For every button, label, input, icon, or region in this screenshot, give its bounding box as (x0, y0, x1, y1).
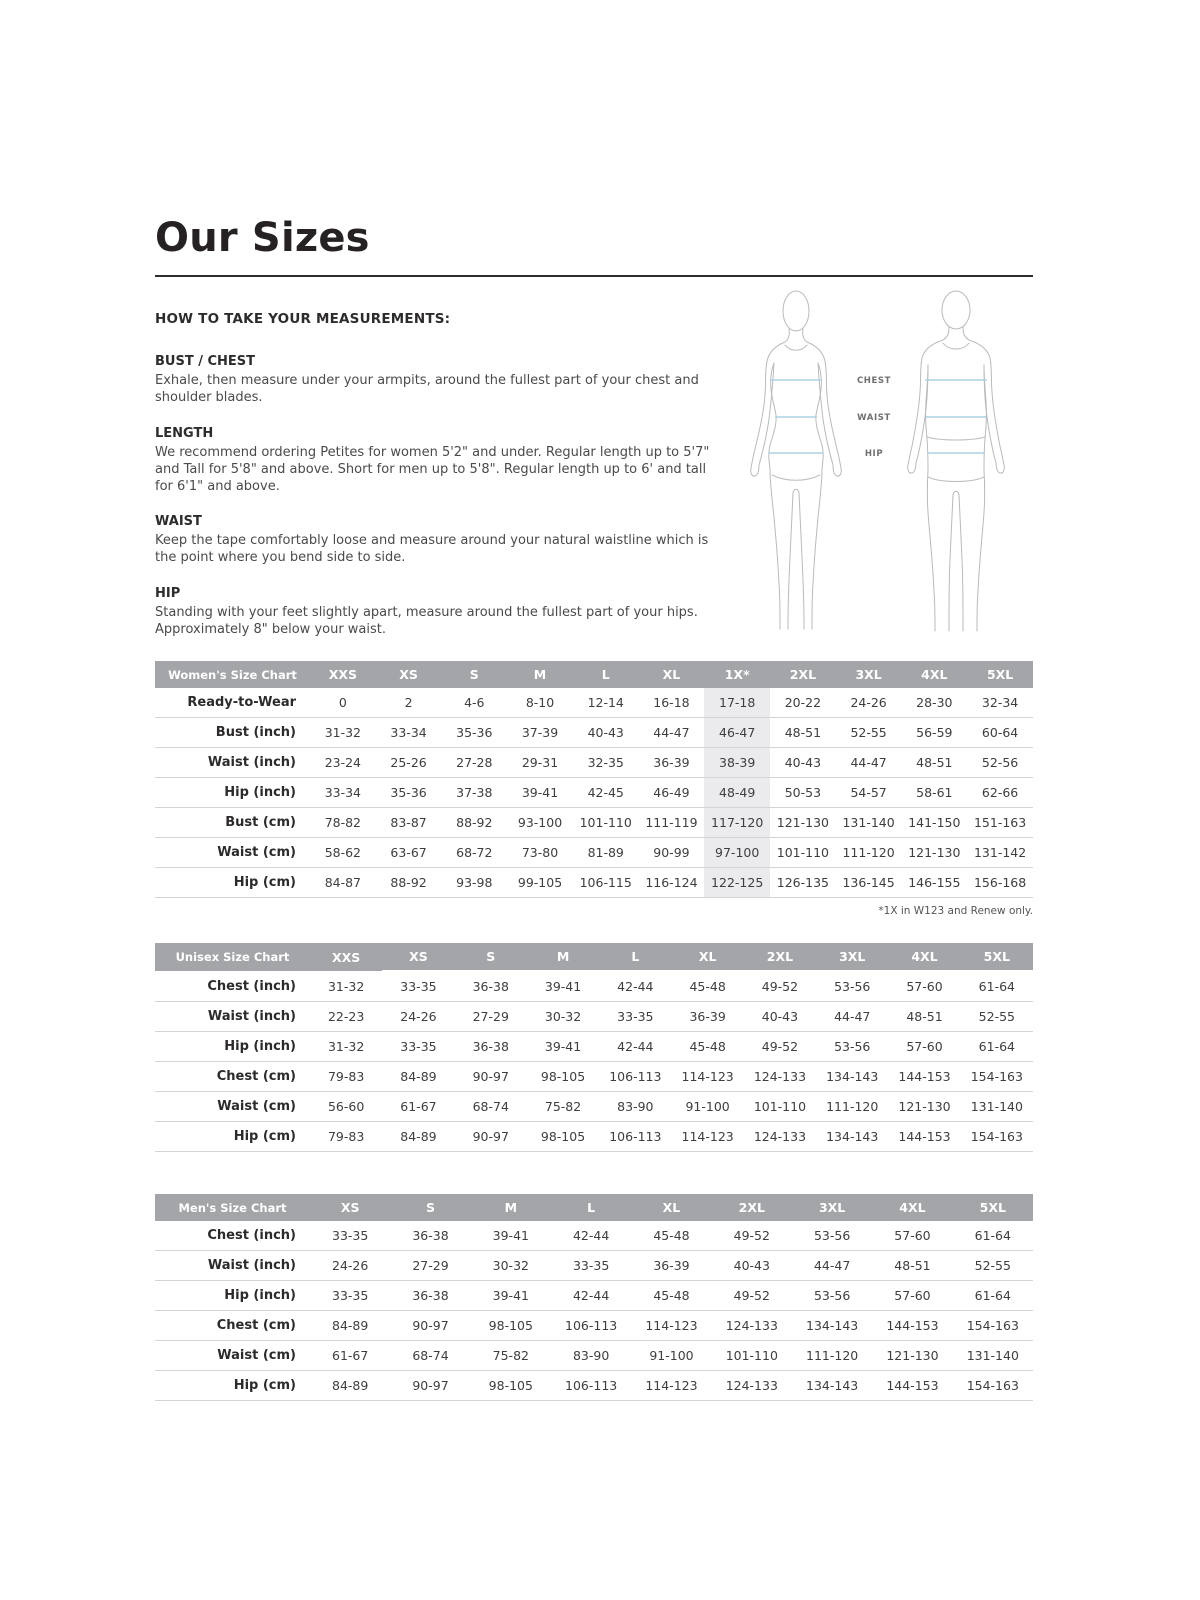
size-cell: 50-53 (770, 778, 836, 808)
row-label: Waist (cm) (155, 1092, 310, 1122)
size-cell: 91-100 (671, 1092, 743, 1122)
size-cell: 111-120 (836, 838, 902, 868)
size-cell: 39-41 (471, 1281, 551, 1311)
size-cell: 12-14 (573, 688, 639, 718)
size-cell: 134-143 (792, 1371, 872, 1401)
size-cell: 84-89 (382, 1062, 454, 1092)
size-cell: 27-28 (441, 748, 507, 778)
size-cell: 53-56 (816, 971, 888, 1002)
size-cell: 111-120 (816, 1092, 888, 1122)
size-column-header: S (455, 943, 527, 971)
size-cell: 49-52 (744, 971, 816, 1002)
size-cell: 134-143 (792, 1311, 872, 1341)
size-cell: 131-140 (953, 1341, 1033, 1371)
size-cell: 33-35 (551, 1251, 631, 1281)
size-cell: 42-44 (551, 1221, 631, 1251)
size-cell: 99-105 (507, 868, 573, 898)
size-cell: 146-155 (901, 868, 967, 898)
size-cell: 122-125 (704, 868, 770, 898)
table-title: Men's Size Chart (155, 1194, 310, 1221)
size-cell: 30-32 (527, 1002, 599, 1032)
size-cell: 36-39 (671, 1002, 743, 1032)
size-cell: 63-67 (376, 838, 442, 868)
table-title: Unisex Size Chart (155, 943, 310, 971)
size-cell: 114-123 (671, 1122, 743, 1152)
table-row (155, 838, 1033, 868)
size-cell: 36-39 (639, 748, 705, 778)
size-cell: 134-143 (816, 1062, 888, 1092)
body-figures-illustration (741, 285, 1033, 633)
size-cell: 156-168 (967, 868, 1033, 898)
size-cell: 60-64 (967, 718, 1033, 748)
size-cell: 97-100 (704, 838, 770, 868)
size-cell: 124-133 (712, 1371, 792, 1401)
size-column-header: 5XL (953, 1194, 1033, 1221)
size-column-header: M (507, 661, 573, 688)
size-column-header: XS (376, 661, 442, 688)
womens-size-chart-section (155, 661, 1033, 917)
size-cell: 17-18 (704, 688, 770, 718)
waist-label: WAIST (857, 413, 891, 423)
table-row (155, 718, 1033, 748)
size-cell: 126-135 (770, 868, 836, 898)
size-cell: 54-57 (836, 778, 902, 808)
table-row (155, 1371, 1033, 1401)
size-cell: 44-47 (836, 748, 902, 778)
row-label: Hip (cm) (155, 1122, 310, 1152)
size-cell: 83-90 (551, 1341, 631, 1371)
measure-section-text: Keep the tape comfortably loose and measure around your natural waistline which is the point where you bend side to side. (155, 533, 709, 566)
size-cell: 131-140 (836, 808, 902, 838)
measure-section-title: WAIST (155, 514, 202, 530)
male-figure-illustration (908, 291, 1005, 631)
size-cell: 84-87 (310, 868, 376, 898)
size-cell: 32-34 (967, 688, 1033, 718)
size-cell: 61-67 (310, 1341, 390, 1371)
table-row (155, 1122, 1033, 1152)
size-cell: 48-51 (901, 748, 967, 778)
size-cell: 44-47 (639, 718, 705, 748)
measurement-figures (741, 285, 1033, 639)
row-label: Ready-to-Wear (155, 688, 310, 718)
size-cell: 62-66 (967, 778, 1033, 808)
size-cell: 57-60 (888, 971, 960, 1002)
size-cell: 58-62 (310, 838, 376, 868)
row-label: Waist (cm) (155, 838, 310, 868)
size-cell: 42-45 (573, 778, 639, 808)
size-cell: 52-55 (953, 1251, 1033, 1281)
womens-chart-footnote: *1X in W123 and Renew only. (878, 905, 1033, 918)
size-cell: 36-38 (455, 1032, 527, 1062)
mens-size-chart-table (155, 1194, 1033, 1401)
size-cell: 33-34 (376, 718, 442, 748)
size-cell: 75-82 (527, 1092, 599, 1122)
size-cell: 45-48 (631, 1221, 711, 1251)
size-cell: 57-60 (888, 1032, 960, 1062)
size-cell: 101-110 (770, 838, 836, 868)
size-column-header: XXS (310, 943, 382, 971)
row-label: Hip (inch) (155, 1281, 310, 1311)
size-cell: 111-119 (639, 808, 705, 838)
size-cell: 90-99 (639, 838, 705, 868)
size-cell: 38-39 (704, 748, 770, 778)
size-cell: 101-110 (744, 1092, 816, 1122)
size-column-header: S (441, 661, 507, 688)
size-cell: 154-163 (953, 1371, 1033, 1401)
table-row (155, 1221, 1033, 1251)
measure-section-length (155, 426, 727, 496)
size-cell: 25-26 (376, 748, 442, 778)
size-cell: 90-97 (390, 1371, 470, 1401)
size-cell: 31-32 (310, 1032, 382, 1062)
size-cell: 121-130 (872, 1341, 952, 1371)
size-cell: 36-38 (390, 1281, 470, 1311)
size-cell: 48-51 (888, 1002, 960, 1032)
size-cell: 144-153 (888, 1062, 960, 1092)
size-cell: 68-72 (441, 838, 507, 868)
size-cell: 81-89 (573, 838, 639, 868)
size-cell: 106-113 (599, 1122, 671, 1152)
size-cell: 144-153 (872, 1371, 952, 1401)
size-cell: 79-83 (310, 1122, 382, 1152)
row-label: Chest (inch) (155, 971, 310, 1002)
size-column-header: 2XL (770, 661, 836, 688)
size-column-header: XL (631, 1194, 711, 1221)
size-cell: 45-48 (671, 1032, 743, 1062)
size-cell: 93-98 (441, 868, 507, 898)
row-label: Chest (cm) (155, 1311, 310, 1341)
size-column-header: XS (310, 1194, 390, 1221)
size-cell: 88-92 (376, 868, 442, 898)
size-column-header: L (551, 1194, 631, 1221)
size-cell: 30-32 (471, 1251, 551, 1281)
size-cell: 44-47 (792, 1251, 872, 1281)
size-cell: 45-48 (631, 1281, 711, 1311)
size-column-header: M (527, 943, 599, 971)
hip-label: HIP (864, 449, 884, 459)
measure-section-bust-chest (155, 354, 727, 407)
table-row (155, 971, 1033, 1002)
size-cell: 4-6 (441, 688, 507, 718)
size-column-header: 4XL (872, 1194, 952, 1221)
size-cell: 141-150 (901, 808, 967, 838)
size-cell: 35-36 (441, 718, 507, 748)
size-cell: 39-41 (527, 1032, 599, 1062)
size-cell: 53-56 (792, 1281, 872, 1311)
size-cell: 49-52 (712, 1221, 792, 1251)
size-column-header: 3XL (792, 1194, 872, 1221)
size-column-header: 3XL (836, 661, 902, 688)
size-cell: 68-74 (390, 1341, 470, 1371)
size-column-header: XL (671, 943, 743, 971)
row-label: Bust (inch) (155, 718, 310, 748)
measure-section-text: Standing with your feet slightly apart, measure around the fullest part of your hips. Approximately 8" below your waist. (155, 605, 698, 638)
table-row (155, 1311, 1033, 1341)
size-cell: 131-142 (967, 838, 1033, 868)
size-cell: 101-110 (712, 1341, 792, 1371)
size-cell: 33-35 (310, 1221, 390, 1251)
row-label: Hip (cm) (155, 1371, 310, 1401)
size-cell: 93-100 (507, 808, 573, 838)
size-cell: 33-34 (310, 778, 376, 808)
size-cell: 88-92 (441, 808, 507, 838)
measure-section-title: LENGTH (155, 425, 214, 441)
table-row (155, 808, 1033, 838)
measurement-instructions (155, 311, 727, 639)
size-cell: 2 (376, 688, 442, 718)
size-cell: 24-26 (310, 1251, 390, 1281)
row-label: Waist (cm) (155, 1341, 310, 1371)
size-cell: 40-43 (712, 1251, 792, 1281)
size-cell: 52-55 (961, 1002, 1033, 1032)
size-cell: 106-113 (551, 1371, 631, 1401)
size-cell: 61-64 (953, 1221, 1033, 1251)
table-row (155, 1002, 1033, 1032)
size-cell: 98-105 (527, 1062, 599, 1092)
size-cell: 114-123 (631, 1371, 711, 1401)
measure-section-title: BUST / CHEST (155, 354, 256, 369)
size-cell: 52-56 (967, 748, 1033, 778)
size-cell: 46-49 (639, 778, 705, 808)
size-cell: 124-133 (712, 1311, 792, 1341)
size-cell: 98-105 (471, 1371, 551, 1401)
size-column-header: XS (382, 943, 454, 971)
table-row (155, 1062, 1033, 1092)
size-cell: 111-120 (792, 1341, 872, 1371)
size-cell: 144-153 (888, 1122, 960, 1152)
size-cell: 37-38 (441, 778, 507, 808)
size-cell: 106-113 (551, 1311, 631, 1341)
size-cell: 35-36 (376, 778, 442, 808)
unisex-size-chart-section (155, 943, 1033, 1152)
size-cell: 121-130 (770, 808, 836, 838)
size-column-header: L (573, 661, 639, 688)
size-cell: 124-133 (744, 1122, 816, 1152)
page-content (155, 215, 1033, 1401)
womens-size-chart-table (155, 661, 1033, 898)
size-cell: 154-163 (961, 1062, 1033, 1092)
size-cell: 90-97 (390, 1311, 470, 1341)
size-cell: 116-124 (639, 868, 705, 898)
size-column-header: 4XL (901, 661, 967, 688)
size-cell: 33-35 (382, 971, 454, 1002)
table-header-row (155, 943, 1033, 971)
size-cell: 36-38 (390, 1221, 470, 1251)
size-cell: 42-44 (599, 971, 671, 1002)
size-cell: 78-82 (310, 808, 376, 838)
measure-section-text: We recommend ordering Petites for women 5'2" and under. Regular length up to 5'7" and Tall for 5'8" and above. Short for men up to 5'8". Regular length up to 6' and tall for 6'1" and above. (155, 444, 710, 494)
size-cell: 79-83 (310, 1062, 382, 1092)
size-cell: 49-52 (712, 1281, 792, 1311)
size-column-header: 3XL (816, 943, 888, 971)
table-row (155, 1281, 1033, 1311)
size-cell: 40-43 (770, 748, 836, 778)
mens-size-chart-section (155, 1194, 1033, 1401)
size-column-header: XXS (310, 661, 376, 688)
size-column-header: 2XL (712, 1194, 792, 1221)
measure-section-title: HIP (155, 586, 181, 602)
size-cell: 134-143 (816, 1122, 888, 1152)
size-cell: 48-51 (872, 1251, 952, 1281)
size-cell: 42-44 (599, 1032, 671, 1062)
size-cell: 121-130 (901, 838, 967, 868)
table-row (155, 1032, 1033, 1062)
size-cell: 52-55 (836, 718, 902, 748)
table-title: Women's Size Chart (155, 661, 310, 688)
size-cell: 39-41 (527, 971, 599, 1002)
size-cell: 58-61 (901, 778, 967, 808)
size-cell: 121-130 (888, 1092, 960, 1122)
unisex-size-chart-table (155, 943, 1033, 1152)
size-cell: 84-89 (382, 1122, 454, 1152)
size-cell: 42-44 (551, 1281, 631, 1311)
size-cell: 90-97 (455, 1122, 527, 1152)
size-cell: 40-43 (573, 718, 639, 748)
size-cell: 136-145 (836, 868, 902, 898)
size-cell: 31-32 (310, 718, 376, 748)
table-row (155, 1341, 1033, 1371)
size-cell: 144-153 (872, 1311, 952, 1341)
size-column-header: 1X* (704, 661, 770, 688)
size-cell: 23-24 (310, 748, 376, 778)
size-cell: 68-74 (455, 1092, 527, 1122)
table-header-row (155, 661, 1033, 688)
size-cell: 46-47 (704, 718, 770, 748)
size-cell: 83-87 (376, 808, 442, 838)
size-cell: 24-26 (382, 1002, 454, 1032)
table-row (155, 688, 1033, 718)
row-label: Bust (cm) (155, 808, 310, 838)
table-row (155, 1092, 1033, 1122)
size-cell: 73-80 (507, 838, 573, 868)
table-row (155, 748, 1033, 778)
size-cell: 53-56 (816, 1032, 888, 1062)
size-cell: 49-52 (744, 1032, 816, 1062)
size-cell: 36-38 (455, 971, 527, 1002)
row-label: Hip (inch) (155, 778, 310, 808)
size-cell: 33-35 (310, 1281, 390, 1311)
size-cell: 48-49 (704, 778, 770, 808)
size-cell: 154-163 (961, 1122, 1033, 1152)
row-label: Chest (cm) (155, 1062, 310, 1092)
size-cell: 29-31 (507, 748, 573, 778)
size-column-header: L (599, 943, 671, 971)
size-column-header: M (471, 1194, 551, 1221)
size-cell: 61-64 (953, 1281, 1033, 1311)
size-cell: 114-123 (631, 1311, 711, 1341)
measurements-heading: HOW TO TAKE YOUR MEASUREMENTS: (155, 311, 451, 327)
size-cell: 98-105 (471, 1311, 551, 1341)
size-cell: 48-51 (770, 718, 836, 748)
female-figure-illustration (751, 291, 842, 629)
size-cell: 101-110 (573, 808, 639, 838)
size-cell: 84-89 (310, 1311, 390, 1341)
size-cell: 45-48 (671, 971, 743, 1002)
size-cell: 124-133 (744, 1062, 816, 1092)
size-column-header: 5XL (967, 661, 1033, 688)
size-cell: 33-35 (599, 1002, 671, 1032)
size-cell: 8-10 (507, 688, 573, 718)
size-cell: 27-29 (390, 1251, 470, 1281)
size-cell: 27-29 (455, 1002, 527, 1032)
size-cell: 154-163 (953, 1311, 1033, 1341)
size-cell: 61-64 (961, 1032, 1033, 1062)
chest-label: CHEST (856, 376, 892, 386)
size-cell: 33-35 (382, 1032, 454, 1062)
size-cell: 98-105 (527, 1122, 599, 1152)
table-row (155, 1251, 1033, 1281)
size-cell: 90-97 (455, 1062, 527, 1092)
size-cell: 31-32 (310, 971, 382, 1002)
size-cell: 61-64 (961, 971, 1033, 1002)
measure-section-text: Exhale, then measure under your armpits, around the fullest part of your chest and shoulder blades. (155, 373, 699, 405)
table-header-row (155, 1194, 1033, 1221)
size-cell: 117-120 (704, 808, 770, 838)
size-cell: 20-22 (770, 688, 836, 718)
size-cell: 28-30 (901, 688, 967, 718)
size-cell: 57-60 (872, 1221, 952, 1251)
measure-section-waist (155, 514, 727, 567)
measure-section-hip (155, 586, 727, 639)
size-cell: 83-90 (599, 1092, 671, 1122)
row-label: Hip (cm) (155, 868, 310, 898)
size-cell: 39-41 (471, 1221, 551, 1251)
size-column-header: XL (639, 661, 705, 688)
size-cell: 0 (310, 688, 376, 718)
row-label: Chest (inch) (155, 1221, 310, 1251)
size-cell: 114-123 (671, 1062, 743, 1092)
size-cell: 57-60 (872, 1281, 952, 1311)
row-label: Waist (inch) (155, 1251, 310, 1281)
size-column-header: 4XL (888, 943, 960, 971)
size-cell: 40-43 (744, 1002, 816, 1032)
size-cell: 16-18 (639, 688, 705, 718)
size-cell: 131-140 (961, 1092, 1033, 1122)
size-column-header: 5XL (961, 943, 1033, 971)
size-cell: 84-89 (310, 1371, 390, 1401)
size-cell: 32-35 (573, 748, 639, 778)
size-cell: 36-39 (631, 1251, 711, 1281)
size-cell: 22-23 (310, 1002, 382, 1032)
size-cell: 24-26 (836, 688, 902, 718)
size-cell: 44-47 (816, 1002, 888, 1032)
size-column-header: S (390, 1194, 470, 1221)
row-label: Waist (inch) (155, 1002, 310, 1032)
size-cell: 106-115 (573, 868, 639, 898)
intro-row (155, 311, 1033, 639)
title-divider (155, 275, 1033, 277)
size-cell: 75-82 (471, 1341, 551, 1371)
row-label: Hip (inch) (155, 1032, 310, 1062)
size-cell: 37-39 (507, 718, 573, 748)
size-cell: 61-67 (382, 1092, 454, 1122)
size-cell: 56-59 (901, 718, 967, 748)
size-cell: 56-60 (310, 1092, 382, 1122)
size-cell: 106-113 (599, 1062, 671, 1092)
size-column-header: 2XL (744, 943, 816, 971)
table-row (155, 778, 1033, 808)
table-row (155, 868, 1033, 898)
size-cell: 91-100 (631, 1341, 711, 1371)
size-cell: 39-41 (507, 778, 573, 808)
page-title: Our Sizes (155, 215, 370, 261)
size-cell: 151-163 (967, 808, 1033, 838)
size-cell: 53-56 (792, 1221, 872, 1251)
row-label: Waist (inch) (155, 748, 310, 778)
